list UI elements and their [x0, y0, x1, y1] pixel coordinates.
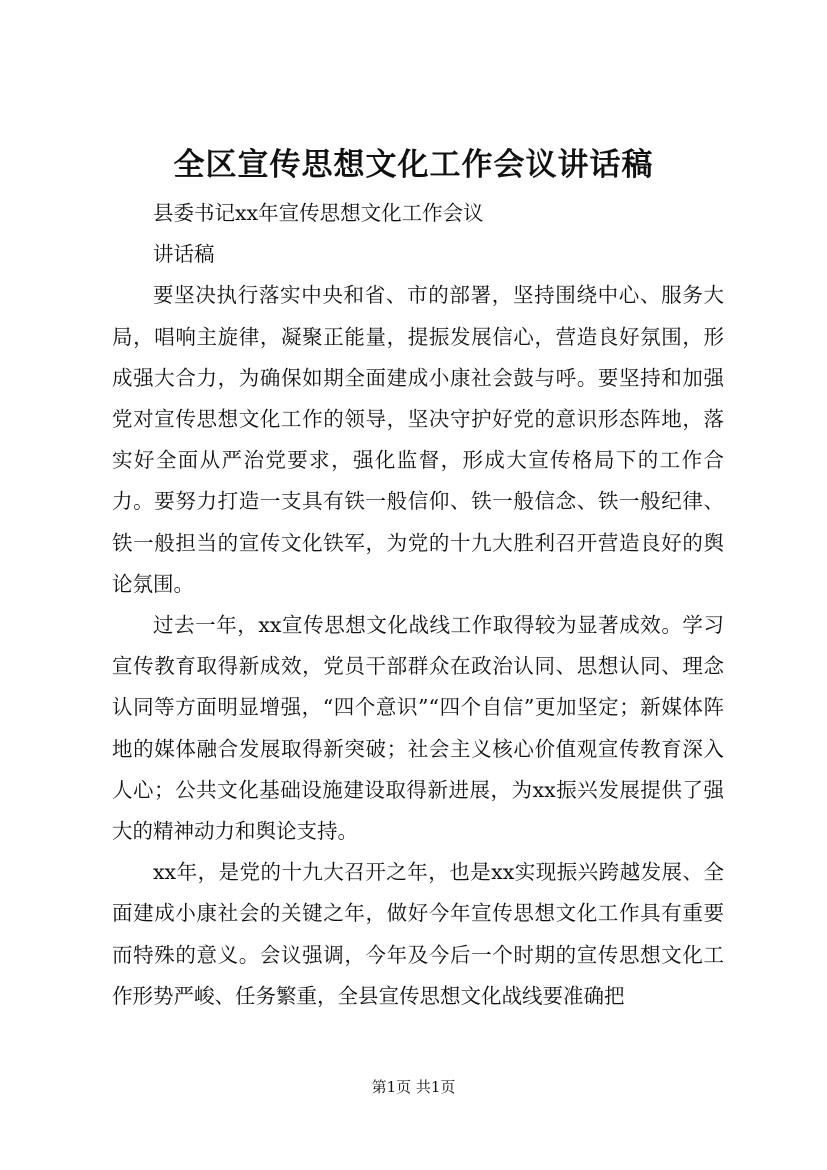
document-title: 全区宣传思想文化工作会议讲话稿 [173, 147, 654, 183]
paragraph-subtitle-line-1: 县委书记xx年宣传思想文化工作会议 [153, 201, 484, 225]
paragraph-3: xx年，是党的十九大召开之年，也是xx实现振兴跨越发展、全面建成小康社会的关键之年，做好今年宣传思想文化工作具有重要而特殊的意义。会议强调，今年及今后一个时期的宣传思想文化工作形势严峻、任务繁重，全县宣传思想文化战线要准确把 [112, 860, 724, 1008]
paragraph-1: 要坚决执行落实中央和省、市的部署，坚持围绕中心、服务大局，唱响主旋律，凝聚正能量，提振发展信心，营造良好氛围，形成强大合力，为确保如期全面建成小康社会鼓与呼。要坚持和加强党对宣传思想文化工作的领导，坚决守护好党的意识形态阵地，落实好全面从严治党要求，强化监督，形成大宣传格局下的工作合力。要努力打造一支具有铁一般信仰、铁一般信念、铁一般纪律、铁一般担当的宣传文化铁军，为党的十九大胜利召开营造良好的舆论氛围。 [112, 283, 724, 596]
paragraph-2: 过去一年，xx宣传思想文化战线工作取得较为显著成效。学习宣传教育取得新成效，党员干部群众在政治认同、思想认同、理念认同等方面明显增强，“四个意识”“四个自信”更加坚定；新媒体阵地的媒体融合发展取得新突破；社会主义核心价值观宣传教育深入人心；公共文化基础设施建设取得新进展，为xx振兴发展提供了强大的精神动力和舆论支持。 [112, 613, 724, 844]
document-body [112, 193, 724, 1017]
page-number-footer: 第1页 共1页 [371, 1078, 456, 1096]
paragraph-subtitle-line-2: 讲话稿 [153, 242, 215, 267]
